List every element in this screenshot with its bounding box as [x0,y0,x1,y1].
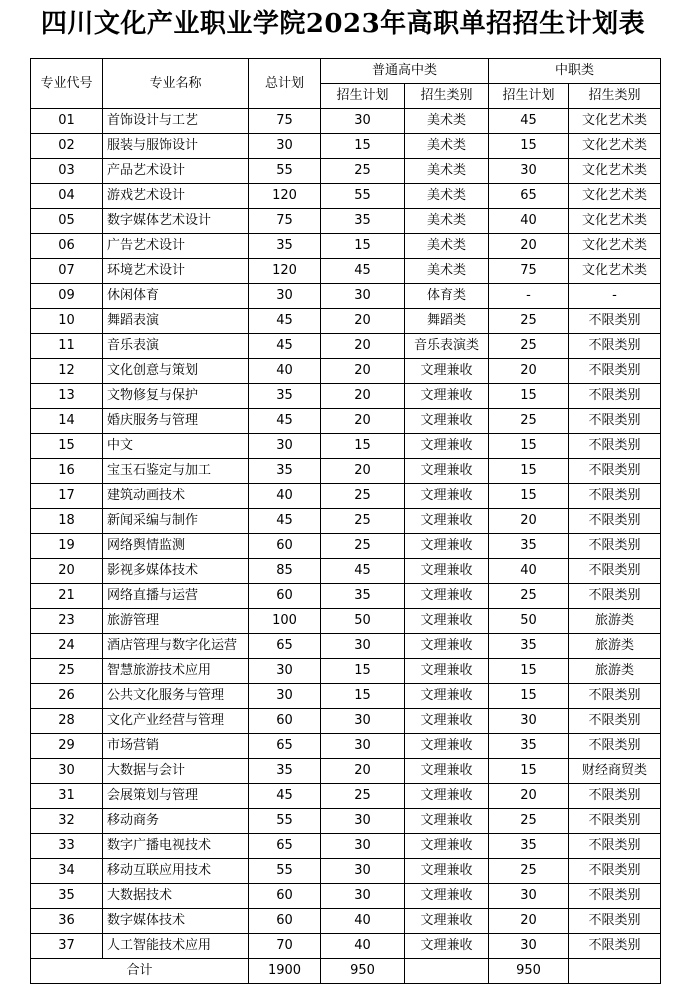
cell-code: 32 [31,809,103,834]
table-row [31,459,661,484]
cell-general-category: 美术类 [405,134,489,159]
cell-general-plan: 30 [321,284,405,309]
cell-name: 移动互联应用技术 [103,859,249,884]
cell-general-plan: 25 [321,509,405,534]
cell-name: 产品艺术设计 [103,159,249,184]
cell-vocational-plan: 15 [489,134,569,159]
cell-general-plan: 30 [321,634,405,659]
cell-name: 大数据技术 [103,884,249,909]
cell-general-category: 文理兼收 [405,684,489,709]
cell-total: 60 [249,534,321,559]
cell-name: 环境艺术设计 [103,259,249,284]
cell-name: 移动商务 [103,809,249,834]
cell-general-plan: 30 [321,884,405,909]
cell-code: 15 [31,434,103,459]
table-row [31,409,661,434]
cell-vocational-category: 不限类别 [569,309,661,334]
cell-general-category: 文理兼收 [405,834,489,859]
cell-vocational-plan: 25 [489,859,569,884]
cell-name: 影视多媒体技术 [103,559,249,584]
cell-general-plan: 30 [321,834,405,859]
cell-code: 17 [31,484,103,509]
cell-total: 55 [249,809,321,834]
cell-general-category: 文理兼收 [405,609,489,634]
cell-code: 19 [31,534,103,559]
table-row [31,659,661,684]
cell-total: 60 [249,884,321,909]
cell-name: 宝玉石鉴定与加工 [103,459,249,484]
cell-code: 29 [31,734,103,759]
cell-name: 休闲体育 [103,284,249,309]
cell-vocational-category: 不限类别 [569,559,661,584]
cell-name: 人工智能技术应用 [103,934,249,959]
cell-general-category: 文理兼收 [405,534,489,559]
cell-vocational-category: 不限类别 [569,859,661,884]
cell-code: 21 [31,584,103,609]
cell-general-plan: 25 [321,784,405,809]
cell-name: 中文 [103,434,249,459]
cell-name: 数字媒体技术 [103,909,249,934]
cell-general-category: 文理兼收 [405,659,489,684]
cell-code: 13 [31,384,103,409]
cell-total: 75 [249,209,321,234]
cell-code: 20 [31,559,103,584]
cell-total: 30 [249,434,321,459]
cell-vocational-category: 不限类别 [569,534,661,559]
cell-general-plan: 30 [321,859,405,884]
table-row [31,834,661,859]
cell-total: 65 [249,734,321,759]
cell-general-plan: 40 [321,934,405,959]
cell-general-plan: 50 [321,609,405,634]
cell-name: 音乐表演 [103,334,249,359]
cell-vocational-plan: 15 [489,659,569,684]
cell-vocational-plan: 15 [489,384,569,409]
cell-vocational-plan: 25 [489,409,569,434]
cell-total: 35 [249,759,321,784]
enrollment-plan-table [30,58,661,984]
cell-total: 30 [249,134,321,159]
table-row [31,209,661,234]
cell-total: 55 [249,859,321,884]
cell-general-category: 体育类 [405,284,489,309]
cell-general-category: 文理兼收 [405,384,489,409]
cell-vocational-category: 不限类别 [569,584,661,609]
cell-general-plan: 45 [321,259,405,284]
cell-total: 40 [249,359,321,384]
table-row [31,134,661,159]
cell-vocational-plan: 20 [489,784,569,809]
cell-total: 120 [249,184,321,209]
cell-general-plan: 20 [321,359,405,384]
cell-general-plan: 35 [321,209,405,234]
cell-general-category: 文理兼收 [405,759,489,784]
table-row [31,934,661,959]
table-row [31,184,661,209]
totals-label: 合计 [31,959,249,984]
cell-name: 旅游管理 [103,609,249,634]
cell-vocational-plan: 15 [489,759,569,784]
cell-code: 11 [31,334,103,359]
cell-vocational-plan: 35 [489,634,569,659]
table-row [31,159,661,184]
cell-code: 12 [31,359,103,384]
cell-general-plan: 40 [321,909,405,934]
cell-vocational-category: 文化艺术类 [569,234,661,259]
cell-vocational-category: 不限类别 [569,784,661,809]
cell-general-category: 文理兼收 [405,784,489,809]
cell-vocational-category: 文化艺术类 [569,159,661,184]
table-row [31,784,661,809]
cell-general-category: 文理兼收 [405,634,489,659]
cell-code: 04 [31,184,103,209]
table-row [31,309,661,334]
cell-code: 37 [31,934,103,959]
cell-total: 60 [249,584,321,609]
cell-general-plan: 15 [321,234,405,259]
cell-code: 02 [31,134,103,159]
cell-vocational-plan: 20 [489,909,569,934]
cell-general-plan: 45 [321,559,405,584]
cell-general-category: 文理兼收 [405,484,489,509]
cell-general-plan: 20 [321,409,405,434]
table-row [31,534,661,559]
cell-vocational-category: 不限类别 [569,934,661,959]
cell-general-category: 音乐表演类 [405,334,489,359]
cell-general-plan: 25 [321,484,405,509]
cell-vocational-plan: 65 [489,184,569,209]
table-row [31,609,661,634]
table-row [31,884,661,909]
cell-vocational-plan: 25 [489,584,569,609]
col-header-vocational-category: 招生类别 [569,84,661,109]
table-row [31,734,661,759]
cell-vocational-category: 旅游类 [569,659,661,684]
cell-vocational-plan: 20 [489,359,569,384]
cell-code: 16 [31,459,103,484]
cell-general-category: 文理兼收 [405,459,489,484]
cell-total: 70 [249,934,321,959]
cell-general-category: 美术类 [405,234,489,259]
cell-general-plan: 15 [321,659,405,684]
cell-vocational-category: 不限类别 [569,484,661,509]
cell-general-category: 文理兼收 [405,934,489,959]
cell-general-plan: 20 [321,759,405,784]
table-row [31,384,661,409]
page-title: 四川文化产业职业学院2023年高职单招招生计划表 [40,9,646,39]
cell-code: 31 [31,784,103,809]
table-row [31,259,661,284]
cell-name: 文化创意与策划 [103,359,249,384]
cell-vocational-category: 旅游类 [569,634,661,659]
cell-name: 酒店管理与数字化运营 [103,634,249,659]
col-header-vocational-plan: 招生计划 [489,84,569,109]
cell-general-plan: 20 [321,384,405,409]
cell-general-category: 文理兼收 [405,409,489,434]
col-header-code: 专业代号 [31,59,103,109]
totals-total: 1900 [249,959,321,984]
cell-vocational-plan: 15 [489,459,569,484]
cell-code: 18 [31,509,103,534]
cell-vocational-category: 旅游类 [569,609,661,634]
cell-total: 65 [249,834,321,859]
cell-code: 25 [31,659,103,684]
cell-total: 45 [249,784,321,809]
cell-vocational-category: 不限类别 [569,809,661,834]
cell-name: 网络舆情监测 [103,534,249,559]
cell-total: 75 [249,109,321,134]
cell-vocational-category: 文化艺术类 [569,109,661,134]
cell-name: 网络直播与运营 [103,584,249,609]
table-row [31,634,661,659]
table-row [31,684,661,709]
cell-total: 35 [249,234,321,259]
cell-code: 10 [31,309,103,334]
cell-name: 新闻采编与制作 [103,509,249,534]
cell-general-category: 舞蹈类 [405,309,489,334]
cell-total: 45 [249,334,321,359]
cell-general-category: 文理兼收 [405,734,489,759]
cell-code: 09 [31,284,103,309]
group-header-vocational: 中职类 [489,59,661,84]
totals-general-category [405,959,489,984]
cell-vocational-plan: 15 [489,484,569,509]
cell-total: 120 [249,259,321,284]
cell-vocational-plan: 25 [489,309,569,334]
cell-general-category: 文理兼收 [405,859,489,884]
cell-general-plan: 35 [321,584,405,609]
cell-general-plan: 25 [321,159,405,184]
cell-vocational-plan: 30 [489,934,569,959]
cell-general-plan: 20 [321,459,405,484]
cell-total: 45 [249,309,321,334]
cell-general-plan: 55 [321,184,405,209]
cell-code: 28 [31,709,103,734]
cell-general-category: 美术类 [405,159,489,184]
cell-name: 数字媒体艺术设计 [103,209,249,234]
cell-general-category: 文理兼收 [405,559,489,584]
cell-vocational-category: 不限类别 [569,684,661,709]
cell-vocational-category: 文化艺术类 [569,259,661,284]
cell-general-category: 文理兼收 [405,434,489,459]
cell-name: 婚庆服务与管理 [103,409,249,434]
table-body [31,109,661,959]
cell-vocational-category: 不限类别 [569,384,661,409]
table-row [31,359,661,384]
totals-row [31,959,661,984]
cell-general-category: 美术类 [405,184,489,209]
cell-total: 85 [249,559,321,584]
totals-vocational-plan: 950 [489,959,569,984]
cell-name: 智慧旅游技术应用 [103,659,249,684]
cell-total: 30 [249,284,321,309]
cell-general-plan: 20 [321,334,405,359]
cell-total: 40 [249,484,321,509]
table-row [31,859,661,884]
cell-vocational-plan: 35 [489,834,569,859]
table-row [31,509,661,534]
cell-code: 34 [31,859,103,884]
table-row [31,234,661,259]
cell-name: 文化产业经营与管理 [103,709,249,734]
cell-name: 市场营销 [103,734,249,759]
cell-vocational-category: 不限类别 [569,334,661,359]
col-header-total: 总计划 [249,59,321,109]
cell-name: 数字广播电视技术 [103,834,249,859]
cell-vocational-category: 不限类别 [569,909,661,934]
table-row [31,284,661,309]
table-row [31,584,661,609]
cell-code: 07 [31,259,103,284]
cell-vocational-category: 文化艺术类 [569,134,661,159]
cell-vocational-category: 不限类别 [569,884,661,909]
cell-total: 60 [249,909,321,934]
table-row [31,709,661,734]
cell-general-plan: 30 [321,809,405,834]
totals-general-plan: 950 [321,959,405,984]
cell-general-plan: 15 [321,434,405,459]
table-row [31,559,661,584]
cell-general-category: 文理兼收 [405,584,489,609]
cell-general-category: 文理兼收 [405,509,489,534]
cell-code: 33 [31,834,103,859]
cell-name: 大数据与会计 [103,759,249,784]
cell-general-category: 文理兼收 [405,884,489,909]
cell-name: 首饰设计与工艺 [103,109,249,134]
table-row [31,809,661,834]
cell-vocational-category: 不限类别 [569,509,661,534]
cell-general-category: 美术类 [405,109,489,134]
cell-vocational-plan: 20 [489,234,569,259]
cell-vocational-plan: 45 [489,109,569,134]
cell-vocational-category: 不限类别 [569,409,661,434]
cell-vocational-plan: - [489,284,569,309]
cell-total: 45 [249,509,321,534]
cell-general-category: 文理兼收 [405,359,489,384]
cell-code: 36 [31,909,103,934]
cell-code: 14 [31,409,103,434]
table-row [31,484,661,509]
cell-name: 会展策划与管理 [103,784,249,809]
cell-name: 公共文化服务与管理 [103,684,249,709]
cell-vocational-plan: 35 [489,534,569,559]
cell-general-plan: 25 [321,534,405,559]
cell-vocational-category: 财经商贸类 [569,759,661,784]
cell-vocational-plan: 25 [489,809,569,834]
table-row [31,909,661,934]
table-row [31,334,661,359]
cell-vocational-plan: 30 [489,884,569,909]
cell-vocational-plan: 50 [489,609,569,634]
cell-name: 文物修复与保护 [103,384,249,409]
cell-general-plan: 20 [321,309,405,334]
cell-total: 100 [249,609,321,634]
cell-general-category: 文理兼收 [405,909,489,934]
cell-vocational-category: 文化艺术类 [569,184,661,209]
cell-vocational-category: 文化艺术类 [569,209,661,234]
cell-code: 30 [31,759,103,784]
cell-vocational-plan: 25 [489,334,569,359]
totals-vocational-category [569,959,661,984]
cell-total: 30 [249,684,321,709]
cell-code: 06 [31,234,103,259]
cell-vocational-plan: 40 [489,559,569,584]
cell-general-category: 文理兼收 [405,709,489,734]
cell-total: 35 [249,384,321,409]
cell-code: 26 [31,684,103,709]
table-row [31,109,661,134]
cell-vocational-plan: 40 [489,209,569,234]
cell-vocational-category: 不限类别 [569,709,661,734]
cell-general-plan: 30 [321,709,405,734]
cell-general-plan: 30 [321,734,405,759]
cell-general-category: 美术类 [405,259,489,284]
cell-code: 23 [31,609,103,634]
cell-name: 建筑动画技术 [103,484,249,509]
cell-code: 35 [31,884,103,909]
cell-total: 45 [249,409,321,434]
cell-name: 舞蹈表演 [103,309,249,334]
cell-vocational-plan: 35 [489,734,569,759]
table-row [31,759,661,784]
cell-general-plan: 15 [321,134,405,159]
cell-general-plan: 30 [321,109,405,134]
cell-total: 60 [249,709,321,734]
cell-code: 01 [31,109,103,134]
cell-vocational-plan: 20 [489,509,569,534]
cell-vocational-category: 不限类别 [569,734,661,759]
cell-total: 35 [249,459,321,484]
header-row-1 [31,59,661,84]
col-header-name: 专业名称 [103,59,249,109]
col-header-general-plan: 招生计划 [321,84,405,109]
cell-total: 55 [249,159,321,184]
cell-code: 24 [31,634,103,659]
cell-general-category: 美术类 [405,209,489,234]
cell-total: 65 [249,634,321,659]
cell-name: 广告艺术设计 [103,234,249,259]
cell-general-plan: 15 [321,684,405,709]
cell-name: 游戏艺术设计 [103,184,249,209]
cell-vocational-plan: 15 [489,684,569,709]
col-header-general-category: 招生类别 [405,84,489,109]
cell-vocational-category: 不限类别 [569,434,661,459]
cell-vocational-category: 不限类别 [569,359,661,384]
cell-code: 05 [31,209,103,234]
cell-vocational-plan: 30 [489,709,569,734]
table-row [31,434,661,459]
cell-vocational-category: 不限类别 [569,459,661,484]
cell-general-category: 文理兼收 [405,809,489,834]
cell-vocational-plan: 15 [489,434,569,459]
cell-vocational-category: - [569,284,661,309]
group-header-general: 普通高中类 [321,59,489,84]
cell-vocational-plan: 30 [489,159,569,184]
cell-code: 03 [31,159,103,184]
cell-total: 30 [249,659,321,684]
cell-name: 服装与服饰设计 [103,134,249,159]
cell-vocational-plan: 75 [489,259,569,284]
cell-vocational-category: 不限类别 [569,834,661,859]
